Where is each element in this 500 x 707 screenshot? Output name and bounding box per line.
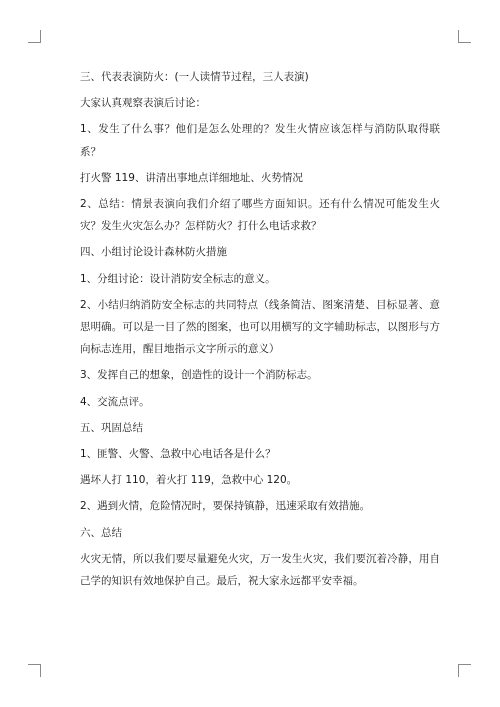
paragraph: 大家认真观察表演后讨论： — [80, 97, 206, 110]
paragraph: 3、发挥自己的想象，创造性的设计一个消防标志。 — [80, 369, 318, 382]
document-body — [80, 66, 440, 596]
paragraph: 遇坏人打 110，着火打 119，急救中心 120。 — [80, 474, 298, 487]
paragraph: 2、总结：情景表演向我们介绍了哪些方面知识。还有什么情况可能发生火灾？发生火灾怎么办？怎样防火？打什么电话求救？ — [80, 198, 440, 233]
paragraph: 2、小结归纳消防安全标志的共同特点（线条简洁、图案清楚、目标显著、意思明确。可以是一目了然的图案，也可以用横写的文字辅助标志，以图形与方向标志连用，醒目地指示文字所示的意义） — [80, 298, 440, 356]
paragraph: 1、发生了什么事？他们是怎么处理的？发生火情应该怎样与消防队取得联系？ — [80, 123, 440, 158]
crop-mark-bottom-left — [28, 664, 41, 677]
paragraph: 打火警 119、讲清出事地点详细地址、火势情况 — [80, 171, 303, 184]
paragraph: 火灾无情，所以我们要尽量避免火灾，万一发生火灾，我们要沉着冷静，用自己学的知识有效地保护自己。最后，祝大家永远都平安幸福。 — [80, 552, 440, 588]
crop-mark-bottom-right — [458, 664, 471, 677]
section-heading: 六、总结 — [80, 526, 122, 539]
section-heading: 五、巩固总结 — [80, 421, 143, 434]
section-heading: 四、小组讨论设计森林防火措施 — [80, 246, 227, 259]
paragraph: 1、分组讨论：设计消防安全标志的意义。 — [80, 272, 276, 285]
paragraph: 4、交流点评。 — [80, 395, 150, 408]
paragraph: 2、遇到火情，危险情况时，要保持镇静，迅速采取有效措施。 — [80, 500, 371, 513]
paragraph: 1、匪警、火警、急救中心电话各是什么？ — [80, 448, 276, 461]
crop-mark-top-right — [458, 30, 471, 43]
crop-mark-top-left — [28, 30, 41, 43]
section-heading: 三、代表表演防火：(一人读情节过程，三人表演) — [80, 71, 309, 83]
